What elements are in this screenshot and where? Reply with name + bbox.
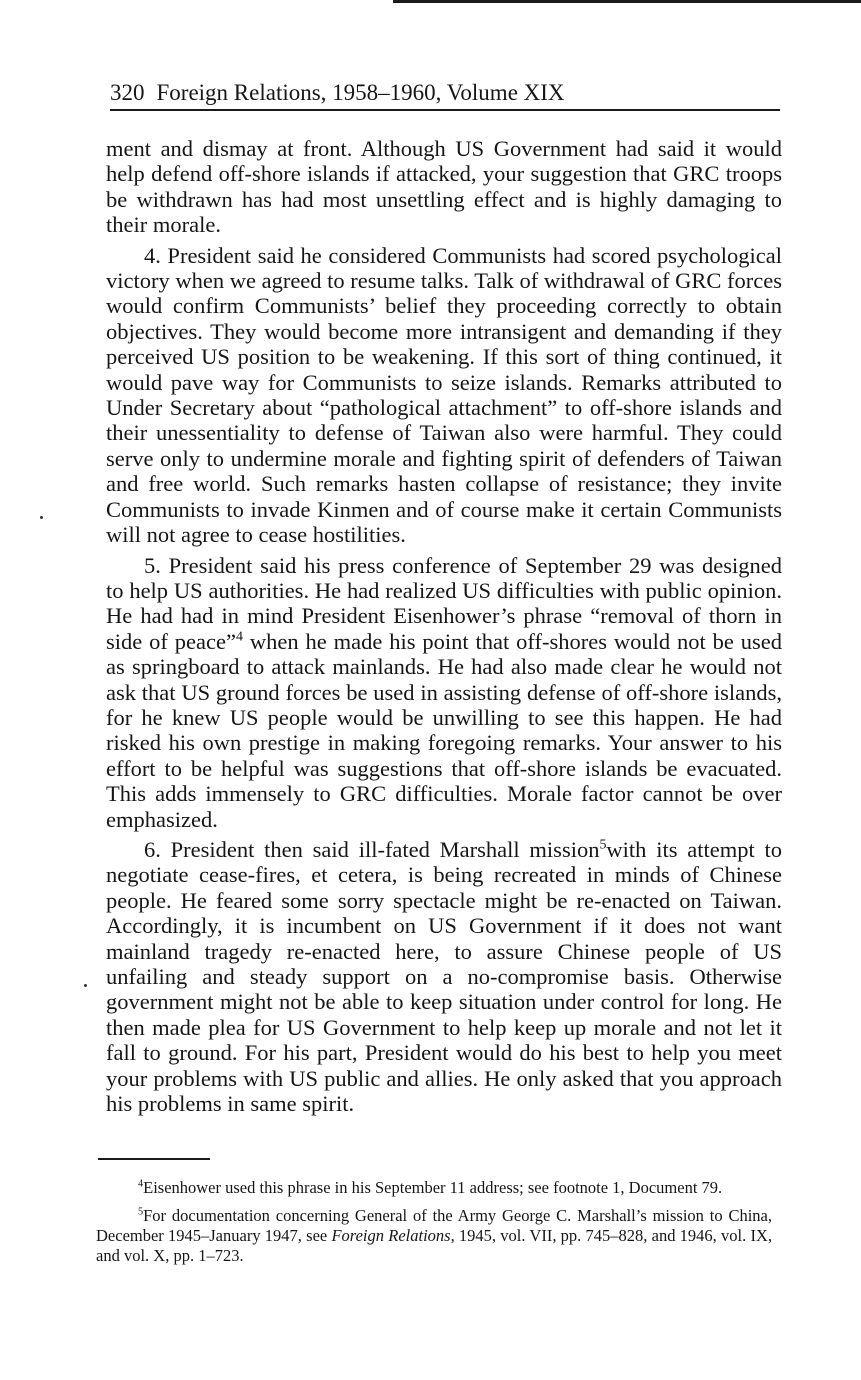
footnote-4-mark: 4 xyxy=(138,1178,144,1190)
page-number: 320 xyxy=(110,80,145,105)
paragraph-continuation: ment and dismay at front. Although US Government had said it would help defend off-shore islands if attacked, your suggestion that GRC troops be withdrawn has had most unsettling effect and is highly damaging to their morale. xyxy=(106,136,782,238)
running-title: Foreign Relations, 1958–1960, Volume XIX xyxy=(156,80,565,105)
footnote-ref-5[interactable]: 5 xyxy=(599,837,607,853)
scan-speck xyxy=(40,516,43,519)
footnote-5-mark: 5 xyxy=(138,1206,144,1218)
footnote-5 xyxy=(96,1206,772,1266)
footnote-4-text: Eisenhower used this phrase in his September 11 address; see footnote 1, Document 79. xyxy=(143,1178,723,1197)
footnote-5-text-b: 1945, vol. VII, pp. 745–828, and 1946, vol. IX, and vol. X, pp. 1–723. xyxy=(96,1226,773,1265)
scan-speck xyxy=(84,984,87,987)
paragraph-6-text-b: with its attempt to negotiate cease-fires, et cetera, is being recreated in minds of Chinese people. He feared some sorry spectacle might be re-enacted on Taiwan. Accordingly, it is incumbent on US Government if it does not want mainland tragedy re-enacted here, to assure Chinese people of US unfailing and steady support on a no-compromise basis. Otherwise government might not be able to keep situation under control for long. He then made plea for US Government to help keep up morale and not let it fall to ground. For his part, President would do his best to help you meet your problems with US public and allies. He only asked that you approach his problems in same spirit. xyxy=(106,836,782,1117)
footnote-5-text-a: For documentation concerning General of the Army George C. Marshall’s mission to China, December 1945–January 1947, see xyxy=(96,1206,772,1245)
footnote-ref-4[interactable]: 4 xyxy=(235,629,243,645)
paragraph-6-text-a: 6. President then said ill-fated Marshall mission xyxy=(144,836,600,862)
page-header xyxy=(110,77,780,111)
paragraph-4: 4. President said he considered Communists had scored psychological victory when we agreed to resume talks. Talk of withdrawal of GRC forces would confirm Communists’ belief they proceeding correctly to obtain objectives. They would become more intransigent and demanding if they perceived US position to be weakening. If this sort of thing continued, it would pave way for Communists to seize islands. Remarks attributed to Under Secretary about “pathological attachment” to off-shore islands and their unessentiality to defense of Taiwan also were harmful. They could serve only to undermine morale and fighting spirit of defenders of Taiwan and free world. Such remarks hasten collapse of resistance; they invite Communists to invade Kinmen and of course make it certain Communists will not agree to cease hostilities. xyxy=(106,242,782,548)
paragraph-5-text-b: when he made his point that off-shores would not be used as springboard to attack mainlands. He had also made clear he would not ask that US ground forces be used in assisting defense of off-shore islands, for he knew US people would be unwilling to see this happen. He had risked his own prestige in making foregoing remarks. Your answer to his effort to be helpful was suggestions that off-shore islands be evacuated. This adds immensely to GRC difficulties. Morale factor cannot be over emphasized. xyxy=(106,628,782,832)
footnote-separator xyxy=(98,1158,210,1160)
paragraph-5 xyxy=(106,553,782,832)
footnote-5-title: Foreign Relations, xyxy=(331,1226,455,1245)
main-text xyxy=(106,136,782,1116)
footnotes xyxy=(96,1178,772,1274)
footnote-4 xyxy=(96,1178,772,1198)
paragraph-5-text-a: 5. President said his press conference of September 29 was designed to help US authorities. He had realized US difficulties with public opinion. He had had in mind President Eisenhower’s phrase “removal of thorn in side of peace” xyxy=(106,552,782,654)
paragraph-6 xyxy=(106,837,782,1116)
top-edge-rule xyxy=(393,0,861,3)
